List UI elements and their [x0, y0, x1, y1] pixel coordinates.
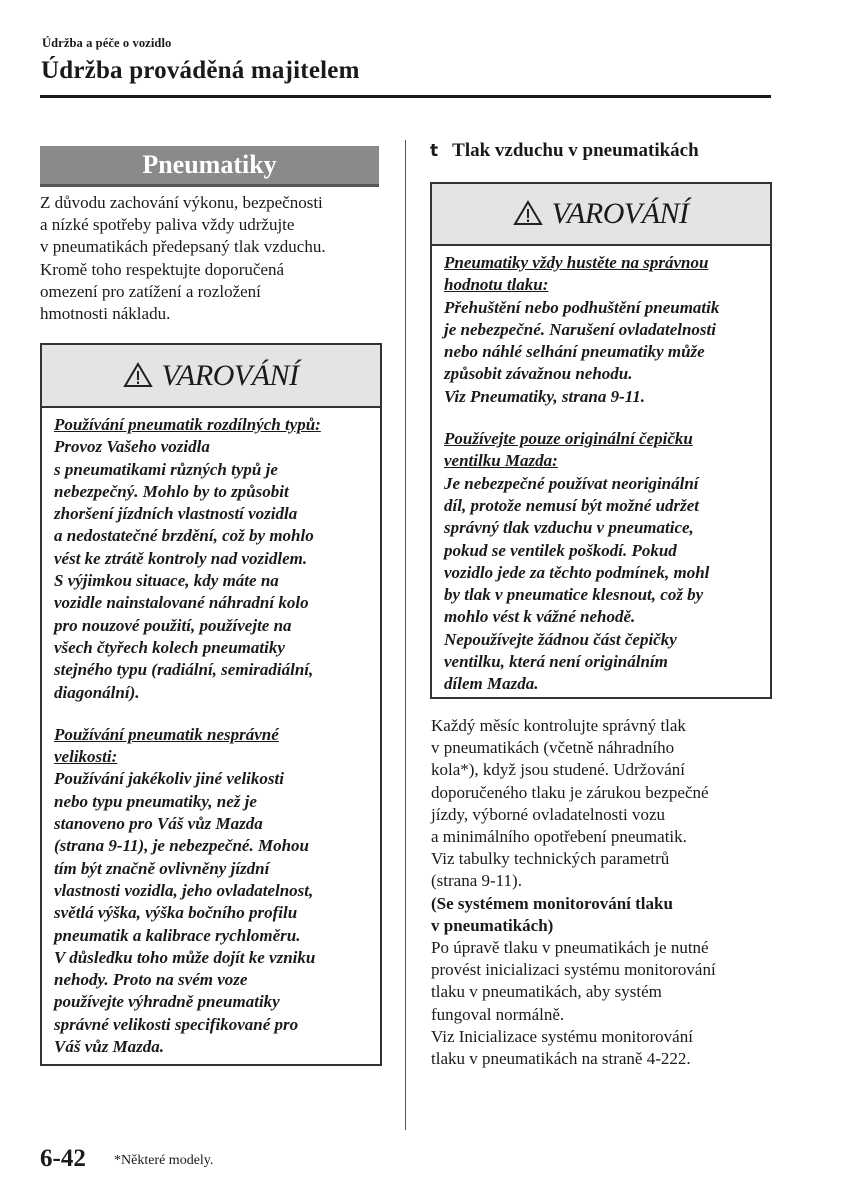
text-line: Každý měsíc kontrolujte správný tlak	[431, 716, 686, 735]
text-line: tím být značně ovlivněny jízdní	[54, 858, 270, 878]
text-line: správné velikosti specifikované pro	[54, 1014, 299, 1034]
text-line: Používání jakékoliv jiné velikosti	[54, 769, 284, 789]
warning-body	[432, 246, 770, 696]
text-line: stanoveno pro Váš vůz Mazda	[54, 814, 263, 834]
text-line: nehody. Proto na svém voze	[54, 970, 248, 990]
column-divider	[405, 140, 406, 1130]
text-line: Provoz Vašeho vozidla	[54, 437, 210, 457]
text-line: pneumatik a kalibrace rychloměru.	[54, 925, 301, 945]
text-line: mohlo vést k vážné nehodě.	[444, 607, 636, 627]
text-line: dílem Mazda.	[444, 674, 539, 694]
text-line: doporučeného tlaku je zárukou bezpečné	[431, 782, 709, 802]
text-line: by tlak v pneumatice klesnout, což by	[444, 585, 704, 605]
text-line: omezení pro zatížení a rozložení	[40, 281, 261, 301]
text-line: zhoršení jízdních vlastností vozidla	[54, 504, 298, 524]
text-line: Viz Inicializace systému monitorování	[431, 1026, 693, 1046]
warning-subheading: Používání pneumatik nesprávné	[54, 724, 279, 744]
text-line: nebezpečný. Mohlo by to způsobit	[54, 481, 289, 501]
text-line: je nebezpečné. Narušení ovladatelnosti	[444, 319, 716, 339]
text-line: nebo typu pneumatiky, než je	[54, 791, 257, 811]
text-line: tlaku v pneumatikách, aby systém	[431, 982, 662, 1002]
text-line: fungoval normálně.	[431, 1004, 565, 1024]
warning-title: VAROVÁNÍ	[551, 197, 689, 230]
text-line: stejného typu (radiální, semiradiální,	[54, 660, 314, 680]
warning-box-tire-types	[40, 343, 382, 1066]
warning-triangle-icon	[513, 200, 543, 226]
text-line: způsobit závažnou nehodu.	[444, 364, 633, 384]
text-line: (strana 9-11).	[431, 871, 522, 891]
text-line: Kromě toho respektujte doporučená	[40, 259, 285, 279]
bold-subheading: v pneumatikách)	[431, 915, 554, 935]
pressure-paragraph	[431, 715, 771, 1070]
text-line: pokud se ventilek poškodí. Pokud	[444, 540, 677, 560]
text-line: díl, protože nemusí být možné udržet	[444, 495, 700, 515]
text-line: diagonální).	[54, 682, 140, 702]
text-line: vést ke ztrátě kontroly nad vozidlem.	[54, 548, 308, 568]
text-line: Z důvodu zachování výkonu, bezpečnosti	[40, 193, 323, 212]
bold-subheading: (Se systémem monitorování tlaku	[431, 893, 673, 913]
text-line: všech čtyřech kolech pneumatiky	[54, 637, 285, 657]
text-line: hmotnosti nákladu.	[40, 304, 171, 324]
text-line: Viz tabulky technických parametrů	[431, 849, 670, 869]
page-title: Údržba prováděná majitelem	[41, 57, 360, 84]
warning-title: VAROVÁNÍ	[161, 359, 299, 392]
text-line: a nedostatečné brzdění, což by mohlo	[54, 526, 314, 546]
warning-subheading: Pneumatiky vždy hustěte na správnou	[444, 253, 709, 272]
bullet-icon: t	[430, 141, 439, 161]
header-rule	[40, 95, 771, 98]
warning-subheading: Používejte pouze originální čepičku	[444, 429, 693, 449]
page-number: 6-42	[40, 1145, 86, 1172]
intro-paragraph	[40, 192, 380, 325]
warning-subheading: velikosti:	[54, 747, 118, 767]
footnote: *Některé modely.	[114, 1153, 214, 1168]
text-line: Přehuštění nebo podhuštění pneumatik	[444, 297, 720, 317]
text-line: Váš vůz Mazda.	[54, 1037, 165, 1057]
spacer	[444, 408, 770, 428]
text-line: používejte výhradně pneumatiky	[54, 992, 280, 1012]
warning-header	[432, 184, 770, 246]
warning-subheading: Používání pneumatik rozdílných typů:	[54, 415, 321, 434]
text-line: a nízké spotřeby paliva vždy udržujte	[40, 215, 295, 235]
text-line: jízdy, výborné ovladatelnosti vozu	[431, 804, 666, 824]
text-line: s pneumatikami různých typů je	[54, 459, 278, 479]
text-line: Nepoužívejte žádnou část čepičky	[444, 629, 677, 649]
text-line: S výjimkou situace, kdy máte na	[54, 571, 279, 591]
text-line: v pneumatikách předepsaný tlak vzduchu.	[40, 237, 326, 257]
text-line: světlá výška, výška bočního profilu	[54, 903, 298, 923]
text-line: nebo náhlé selhání pneumatiky může	[444, 342, 705, 362]
section-heading	[430, 140, 699, 162]
text-line: kola*), když jsou studené. Udržování	[431, 760, 685, 780]
section-heading-text: Tlak vzduchu v pneumatikách	[452, 140, 699, 161]
warning-triangle-icon	[123, 362, 153, 388]
text-line: vlastnosti vozidla, jeho ovladatelnost,	[54, 880, 314, 900]
warning-subheading: ventilku Mazda:	[444, 451, 558, 471]
text-line: V důsledku toho může dojít ke vzniku	[54, 947, 316, 967]
text-line: a minimálního opotřebení pneumatik.	[431, 827, 687, 847]
pneumatiky-banner: Pneumatiky	[40, 146, 379, 187]
text-line: (strana 9-11), je nebezpečné. Mohou	[54, 836, 309, 856]
warning-body	[42, 408, 380, 1058]
section-label: Údržba a péče o vozidlo	[42, 36, 172, 50]
text-line: vozidle nainstalované náhradní kolo	[54, 593, 309, 613]
text-line: v pneumatikách (včetně náhradního	[431, 738, 675, 758]
text-line: Je nebezpečné používat neoriginální	[444, 473, 699, 493]
warning-header	[42, 345, 380, 408]
text-line: Po úpravě tlaku v pneumatikách je nutné	[431, 938, 709, 958]
spacer	[54, 704, 380, 724]
text-line: správný tlak vzduchu v pneumatice,	[444, 518, 694, 538]
text-line: provést inicializaci systému monitorování	[431, 960, 716, 980]
text-line: ventilku, která není originálním	[444, 652, 668, 672]
warning-box-tire-pressure	[430, 182, 772, 699]
text-line: vozidlo jede za těchto podmínek, mohl	[444, 562, 710, 582]
text-line: pro nouzové použití, používejte na	[54, 615, 292, 635]
warning-subheading: hodnotu tlaku:	[444, 275, 549, 295]
text-line: tlaku v pneumatikách na straně 4-222.	[431, 1049, 691, 1069]
text-line: Viz Pneumatiky, strana 9-11.	[444, 386, 646, 406]
